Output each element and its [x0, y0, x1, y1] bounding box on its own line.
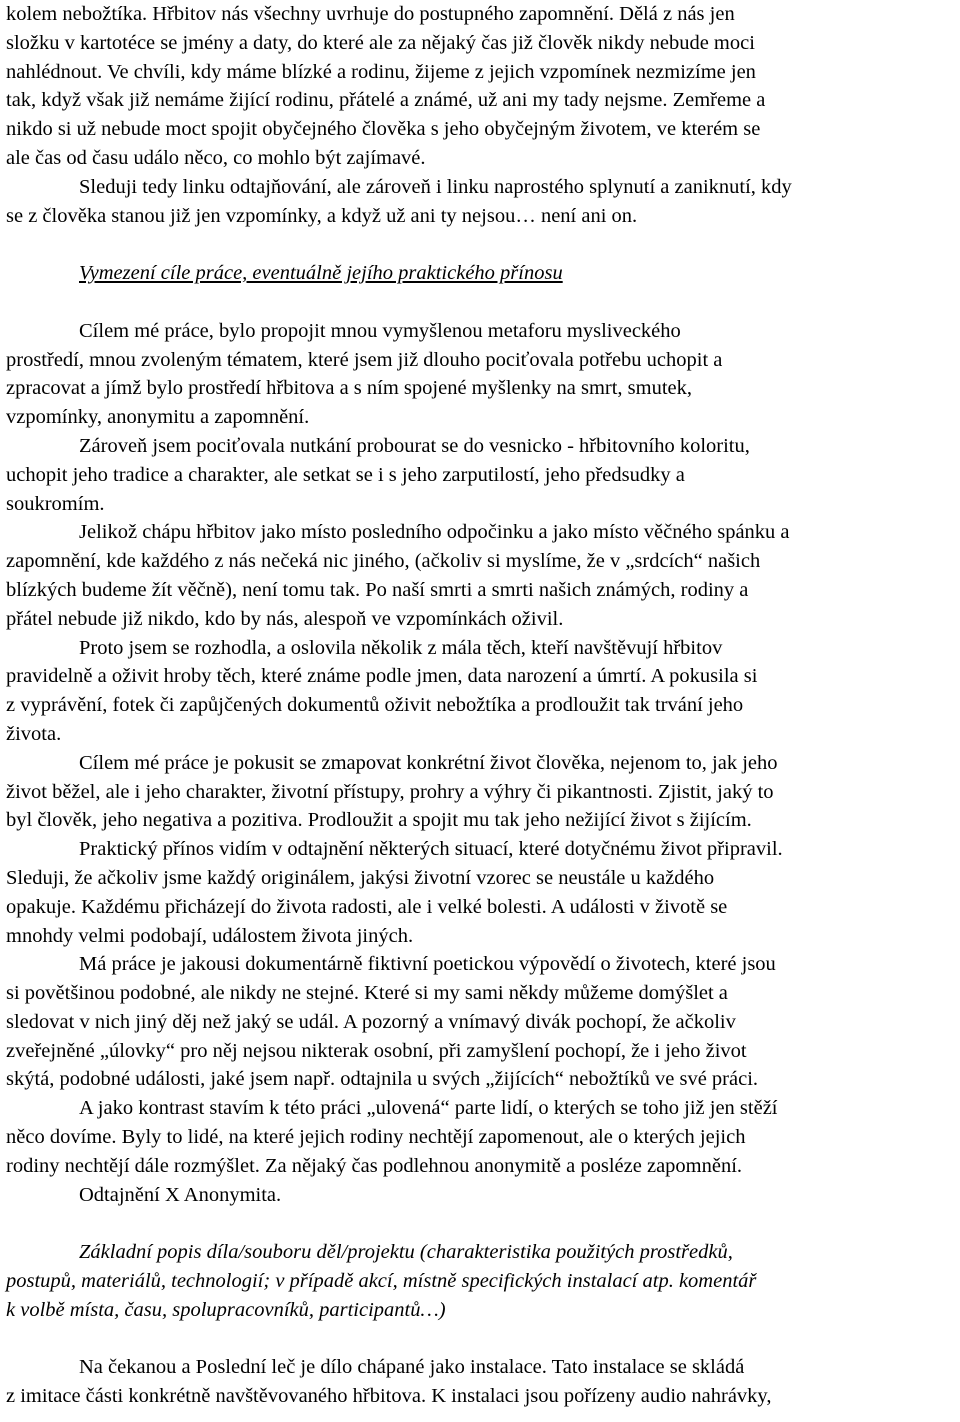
text-line: života. — [6, 722, 62, 745]
text-line: byl člověk, jeho negativa a pozitiva. Prodloužit a spojit mu tak jeho nežijící život s žijícím. — [6, 809, 752, 832]
text-line: přátel nebude již nikdo, kdo by nás, alespoň ve vzpomínkách oživil. — [6, 607, 564, 630]
text-line: pravidelně a oživit hroby těch, které známe podle jmen, data narození a úmrtí. A pokusila si — [6, 665, 758, 688]
document-page — [6, 0, 956, 1411]
text-line: Sleduji tedy linku odtajňování, ale zároveň i linku naprostého splynutí a zaniknutí, kdy — [79, 175, 792, 198]
heading-line: k volbě místa, času, spolupracovníků, participantů…) — [6, 1298, 446, 1321]
spacer — [6, 288, 956, 317]
text-line: blízkých budeme žít věčně), není tomu tak. Po naší smrti a smrti našich známých, rodiny a — [6, 578, 749, 601]
description-section — [6, 1353, 956, 1411]
text-line: Proto jsem se rozhodla, a oslovila několik z mála těch, kteří navštěvují hřbitov — [79, 636, 723, 659]
text-line: mnohdy velmi podobají, událostem života jiných. — [6, 924, 414, 947]
text-line: Praktický přínos vidím v odtajnění některých situací, které dotyčnému život připravil. — [79, 838, 783, 861]
text-line: soukromím. — [6, 492, 105, 515]
text-line: Zároveň jsem pociťovala nutkání probourat se do vesnicko - hřbitovního koloritu, — [79, 434, 750, 457]
text-line: složku v kartotéce se jmény a daty, do které ale za nějaký čas již člověk nikdy nebude moci — [6, 31, 755, 54]
text-line: Má práce je jakousi dokumentárně fiktivní poetickou výpovědí o životech, které jsou — [79, 953, 776, 976]
text-line: si povětšinou podobné, ale nikdy ne stejné. Které si my sami někdy můžeme domýšlet a — [6, 982, 728, 1005]
text-line: něco dovíme. Byly to lidé, na které jejich rodiny nechtějí zapomenout, ale o kterých jejich — [6, 1126, 746, 1149]
text-line: zveřejněné „úlovky“ pro něj nejsou nikterak osobní, při zamyšlení pochopí, že i jeho život — [6, 1039, 747, 1062]
text-line: se z člověka stanou již jen vzpomínky, a když už ani ty nejsou… není ani on. — [6, 204, 638, 227]
text-line: uchopit jeho tradice a charakter, ale setkat se i s jeho zarputilostí, jeho předsudky a — [6, 463, 685, 486]
text-line: zpracovat a jímž bylo prostředí hřbitova a s ním spojené myšlenky na smrt, smutek, — [6, 377, 693, 400]
text-line: z imitace části konkrétně navštěvovaného hřbitova. K instalaci jsou pořízeny audio nahrávky, — [6, 1385, 772, 1408]
text-line: kolem nebožtíka. Hřbitov nás všechny uvrhuje do postupného zapomnění. Dělá z nás jen — [6, 3, 735, 25]
text-line: sledovat v nich jiný děj než jaký se udál. A pozorný a vnímavý divák pochopí, že ačkoliv — [6, 1010, 736, 1033]
text-line: prostředí, mnou zvoleným tématem, které jsem již dlouho pociťovala potřebu uchopit a — [6, 348, 723, 371]
spacer — [6, 230, 956, 259]
section-heading-goal: Vymezení cíle práce, eventuálně jejího praktického přínosu — [79, 262, 563, 285]
text-line: nahlédnout. Ve chvíli, kdy máme blízké a rodinu, žijeme z jejich vzpomínek nezmizíme jen — [6, 60, 756, 83]
heading-line: postupů, materiálů, technologií; v případě akcí, místně specifických instalací atp. komentář — [6, 1270, 757, 1293]
text-line: Cílem mé práce, bylo propojit mnou vymyšlenou metaforu mysliveckého — [79, 319, 681, 342]
intro-paragraph — [6, 0, 956, 230]
section-heading-description — [6, 1238, 956, 1324]
heading-line: Základní popis díla/souboru děl/projektu (charakteristika použitých prostředků, — [79, 1241, 733, 1264]
text-line: vzpomínky, anonymitu a zapomnění. — [6, 406, 310, 429]
text-line: A jako kontrast stavím k této práci „ulovená“ parte lidí, o kterých se toho již jen stěží — [79, 1097, 778, 1120]
text-line: nikdo si už nebude moct spojit obyčejného člověka s jeho obyčejným životem, ve kterém se — [6, 118, 761, 141]
spacer — [6, 1209, 956, 1238]
text-line: skýtá, podobné události, jaké jsem např. odtajnila u svých „žijících“ nebožtíků ve své práci. — [6, 1068, 759, 1091]
text-line: ale čas od času událo něco, co mohlo být zajímavé. — [6, 146, 426, 169]
text-line: Na čekanou a Poslední leč je dílo chápané jako instalace. Tato instalace se skládá — [79, 1356, 745, 1379]
text-line: z vyprávění, fotek či zapůjčených dokumentů oživit nebožtíka a prodloužit tak trvání jeho — [6, 694, 744, 717]
text-line: Sleduji, že ačkoliv jsme každý originálem, jakýsi životní vzorec se neustále u každého — [6, 866, 715, 889]
text-line: Jelikož chápu hřbitov jako místo posledního odpočinku a jako místo věčného spánku a — [79, 521, 790, 544]
text-line: zapomnění, kde každého z nás nečeká nic jiného, (ačkoliv si myslíme, že v „srdcích“ našich — [6, 550, 761, 573]
goal-section — [6, 317, 956, 1210]
spacer — [6, 1325, 956, 1354]
text-line: tak, když však již nemáme žijící rodinu, přátelé a známé, už ani my tady nejsme. Zemřeme a — [6, 89, 766, 112]
text-line: Odtajnění X Anonymita. — [79, 1183, 282, 1206]
text-line: Cílem mé práce je pokusit se zmapovat konkrétní život člověka, nejenom to, jak jeho — [79, 751, 778, 774]
text-line: život běžel, ale i jeho charakter, životní přístupy, prohry a výhry či pikantnosti. Zjistit, jaký to — [6, 780, 774, 803]
text-line: rodiny nechtějí dále rozmýšlet. Za nějaký čas podlehnou anonymitě a posléze zapomnění. — [6, 1154, 743, 1177]
text-line: opakuje. Každému přicházejí do života radosti, ale i velké bolesti. A události v životě se — [6, 895, 728, 918]
